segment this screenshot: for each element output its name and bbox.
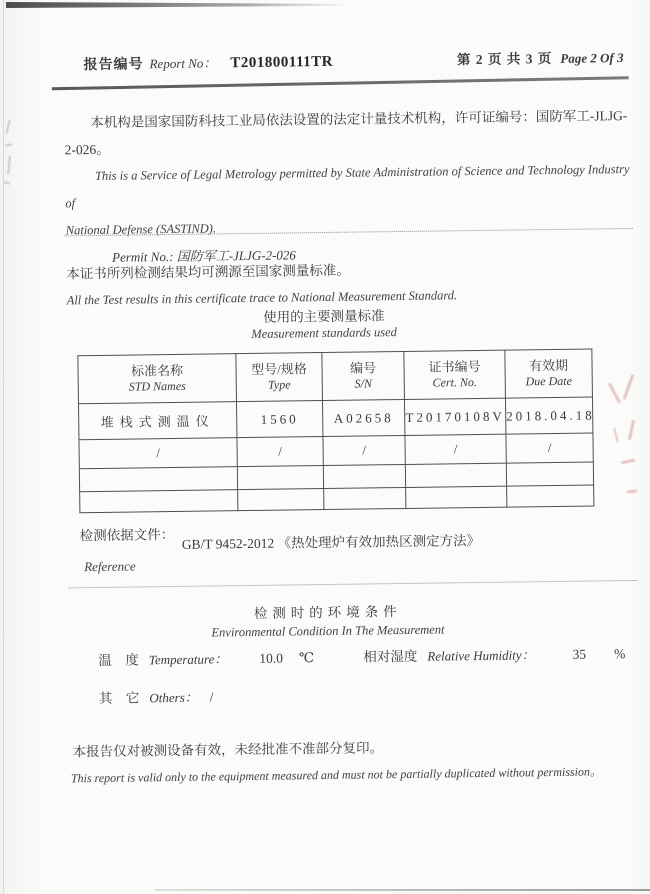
col-header-cert-no (404, 350, 506, 399)
accreditation-zh: 本机构是国家国防科技工业局依法设置的法定计量技术机构，许可证编号：国防军工-JLJG-2-026。 (64, 108, 628, 158)
environment-title (3, 600, 650, 645)
humidity-label-zh: 相对湿度 (363, 648, 418, 665)
measurement-standards-table (77, 348, 594, 513)
reference-label-zh: 检测依据文件： (79, 526, 175, 544)
cell-sn (324, 487, 406, 509)
environment-row-2 (99, 685, 214, 707)
cell-cert-no: T20170108V (404, 398, 505, 435)
traceability-en: All the Test results in this certificate trace to National Measurement Standard. (66, 288, 458, 308)
permit-no-line: Permit No.: 国防军工-JLJG-2-026 (111, 247, 296, 265)
disclaimer-zh: 本报告仅对被测设备有效，未经批准不准部分复印。 (72, 740, 384, 760)
cell-std-name: 堆栈式测温仪 (78, 402, 236, 440)
col-header-en: Cert. No. (432, 375, 478, 390)
accreditation-en-line1: This is a Service of Legal Metrology permitted by State Administration of Science and Technology Industry of (65, 161, 630, 211)
cell-sn: A02658 (322, 399, 404, 436)
col-header-due-date (505, 349, 593, 398)
disclaimer-en: This report is valid only to the equipment measured and must not be partially duplicated without permission。 (70, 764, 603, 786)
others-group (99, 688, 214, 706)
others-label-en: Others： (149, 689, 198, 706)
table-header-row (78, 349, 593, 404)
temperature-unit: ℃ (298, 650, 315, 666)
col-header-en: Due Date (525, 373, 572, 389)
reference-value: GB/T 9452-2012 《热处理炉有效加热区测定方法》 (181, 532, 481, 552)
cell-type: 1560 (236, 401, 322, 438)
col-header-en: S/N (354, 376, 373, 391)
header-divider-rule (52, 76, 629, 90)
report-no-label-zh: 报告编号 (83, 57, 144, 74)
col-header-sn (322, 351, 405, 400)
standards-title-zh: 使用的主要测量标准 (263, 308, 385, 325)
cell-due-date (507, 485, 594, 507)
environment-title-en: Environmental Condition In The Measurement (211, 622, 445, 640)
cell-sn (323, 464, 405, 488)
page-indicator (457, 46, 624, 69)
col-header-zh: 标准名称 (130, 362, 184, 379)
col-header-en: STD Names (128, 378, 186, 394)
standards-table-title (0, 304, 649, 347)
cell-type (237, 466, 323, 490)
humidity-label-en: Relative Humidity： (427, 647, 535, 664)
col-header-zh: 编号 (349, 360, 377, 376)
environment-row-1 (98, 642, 626, 670)
page-info-en: Page 2 Of 3 (560, 50, 624, 66)
col-header-zh: 有效期 (528, 357, 569, 374)
report-number-group (83, 51, 333, 74)
humidity-value: 35 (572, 646, 587, 662)
cell-due-date: / (506, 433, 593, 463)
cell-cert-no: / (405, 434, 506, 464)
cell-due-date: 2018.04.18 (505, 397, 592, 434)
accreditation-en-line2: National Defense (SASTIND). (65, 221, 217, 238)
cell-type: / (237, 437, 323, 467)
report-no-label-en: Report No： (149, 55, 217, 72)
temperature-group (98, 649, 314, 669)
col-header-zh: 证书编号 (428, 358, 481, 375)
report-no-value: T201800111TR (230, 53, 334, 72)
reference-label-en: Reference (84, 558, 136, 575)
dotted-divider-bottom (68, 580, 637, 588)
humidity-unit: % (613, 646, 626, 662)
accreditation-paragraph (64, 102, 632, 271)
temperature-label-zh: 温 度 (98, 652, 139, 668)
humidity-group (363, 642, 625, 666)
col-header-type (236, 353, 323, 402)
page-info-zh: 第 2 页 共 3 页 (456, 50, 553, 68)
cell-cert-no (405, 463, 506, 487)
col-header-en: Type (267, 377, 291, 392)
others-label-zh: 其 它 (98, 690, 140, 706)
environment-title-zh: 检测时的环境条件 (253, 604, 402, 621)
temperature-label-en: Temperature： (148, 651, 228, 668)
cell-std-name (80, 490, 238, 513)
col-header-std-names (78, 354, 237, 404)
col-header-zh: 型号/规格 (251, 361, 307, 377)
traceability-zh: 本证书所列检测结果均可溯源至国家测量标准。 (66, 262, 350, 282)
temperature-value: 10.0 (259, 650, 284, 666)
report-header (83, 46, 623, 74)
others-value: / (209, 689, 214, 705)
cell-std-name: / (79, 438, 237, 469)
cell-sn: / (323, 435, 405, 465)
cell-type (238, 489, 324, 511)
cell-cert-no (406, 486, 507, 508)
cell-std-name (79, 467, 237, 492)
standards-title-en: Measurement standards used (251, 325, 397, 341)
cell-due-date (506, 462, 593, 486)
